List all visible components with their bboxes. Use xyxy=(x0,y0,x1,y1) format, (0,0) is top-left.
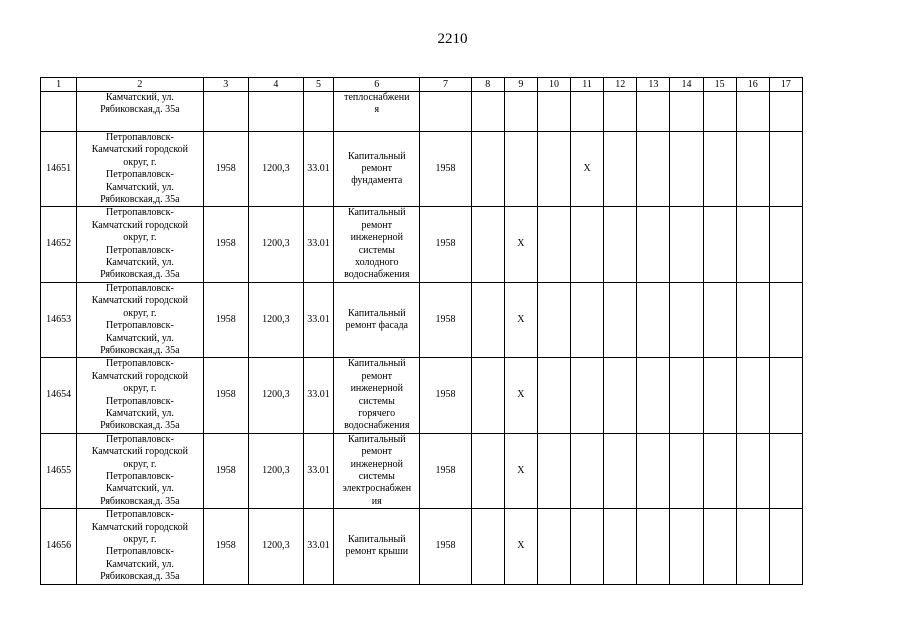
cell-address: Камчатский, ул. Рябиковская,д. 35а xyxy=(77,92,203,132)
cell-mark xyxy=(769,358,802,433)
column-header: 1 xyxy=(41,78,77,92)
cell-mark xyxy=(736,509,769,584)
cell-work: Капитальный ремонт инженерной системы электроснабжен ия xyxy=(334,433,420,508)
cell-year: 1958 xyxy=(420,433,471,508)
cell-mark xyxy=(471,132,504,207)
cell-mark xyxy=(769,207,802,282)
cell-area: 1200,3 xyxy=(248,358,303,433)
cell-mark xyxy=(703,92,736,132)
cell-mark xyxy=(703,509,736,584)
cell-area: 1200,3 xyxy=(248,132,303,207)
cell-address: Петропавловск- Камчатский городской округ, г. Петропавловск- Камчатский, ул. Рябиковская,д. 35а xyxy=(77,282,203,357)
cell-mark xyxy=(703,282,736,357)
cell-mark xyxy=(769,92,802,132)
cell-mark: X xyxy=(504,433,537,508)
cell-work: Капитальный ремонт крыши xyxy=(334,509,420,584)
cell-mark xyxy=(637,132,670,207)
cell-code: 33.01 xyxy=(304,509,334,584)
column-header: 3 xyxy=(203,78,248,92)
cell-year-built: 1958 xyxy=(203,433,248,508)
table-row xyxy=(41,433,803,508)
cell-mark xyxy=(537,92,570,132)
cell-mark xyxy=(537,282,570,357)
cell-id xyxy=(41,92,77,132)
cell-mark xyxy=(670,433,703,508)
cell-mark xyxy=(637,282,670,357)
cell-mark xyxy=(471,509,504,584)
cell-mark xyxy=(571,433,604,508)
cell-id: 14654 xyxy=(41,358,77,433)
cell-mark xyxy=(637,433,670,508)
cell-mark xyxy=(670,132,703,207)
cell-code: 33.01 xyxy=(304,207,334,282)
cell-mark xyxy=(703,132,736,207)
continued-row xyxy=(41,92,803,132)
cell-address: Петропавловск- Камчатский городской округ, г. Петропавловск- Камчатский, ул. Рябиковская,д. 35а xyxy=(77,207,203,282)
cell-mark xyxy=(537,132,570,207)
cell-work: Капитальный ремонт инженерной системы холодного водоснабжения xyxy=(334,207,420,282)
cell-mark: X xyxy=(504,509,537,584)
cell-mark: X xyxy=(504,207,537,282)
cell-year: 1958 xyxy=(420,132,471,207)
cell-id: 14655 xyxy=(41,433,77,508)
column-header: 13 xyxy=(637,78,670,92)
cell-mark xyxy=(703,358,736,433)
cell-mark xyxy=(637,358,670,433)
cell-mark xyxy=(604,132,637,207)
table-row xyxy=(41,132,803,207)
cell-year-built: 1958 xyxy=(203,509,248,584)
cell-mark xyxy=(769,509,802,584)
cell-mark xyxy=(769,282,802,357)
cell-mark: X xyxy=(571,132,604,207)
column-header: 8 xyxy=(471,78,504,92)
cell-address: Петропавловск- Камчатский городской округ, г. Петропавловск- Камчатский, ул. Рябиковская,д. 35а xyxy=(77,358,203,433)
cell-code: 33.01 xyxy=(304,282,334,357)
column-header: 6 xyxy=(334,78,420,92)
cell-area: 1200,3 xyxy=(248,207,303,282)
cell-mark xyxy=(736,207,769,282)
cell-code xyxy=(304,92,334,132)
table-row xyxy=(41,358,803,433)
column-header: 12 xyxy=(604,78,637,92)
cell-mark xyxy=(471,282,504,357)
cell-mark xyxy=(537,358,570,433)
cell-code: 33.01 xyxy=(304,132,334,207)
cell-id: 14651 xyxy=(41,132,77,207)
column-header: 7 xyxy=(420,78,471,92)
cell-mark xyxy=(736,433,769,508)
cell-year: 1958 xyxy=(420,509,471,584)
cell-mark xyxy=(471,92,504,132)
cell-mark xyxy=(703,207,736,282)
cell-mark xyxy=(637,92,670,132)
cell-address: Петропавловск- Камчатский городской округ, г. Петропавловск- Камчатский, ул. Рябиковская,д. 35а xyxy=(77,509,203,584)
cell-mark xyxy=(571,92,604,132)
cell-mark xyxy=(504,132,537,207)
cell-work: Капитальный ремонт фасада xyxy=(334,282,420,357)
cell-mark xyxy=(670,92,703,132)
cell-mark xyxy=(736,132,769,207)
cell-mark xyxy=(604,282,637,357)
cell-year: 1958 xyxy=(420,358,471,433)
cell-year xyxy=(420,92,471,132)
repair-register-table xyxy=(40,77,803,585)
cell-work: Капитальный ремонт инженерной системы горячего водоснабжения xyxy=(334,358,420,433)
cell-mark xyxy=(604,358,637,433)
column-header: 10 xyxy=(537,78,570,92)
cell-address: Петропавловск- Камчатский городской округ, г. Петропавловск- Камчатский, ул. Рябиковская,д. 35а xyxy=(77,433,203,508)
cell-mark xyxy=(604,207,637,282)
cell-area: 1200,3 xyxy=(248,509,303,584)
cell-mark xyxy=(537,207,570,282)
cell-year: 1958 xyxy=(420,282,471,357)
column-header: 17 xyxy=(769,78,802,92)
column-header: 5 xyxy=(304,78,334,92)
column-number-row xyxy=(41,78,803,92)
cell-mark xyxy=(736,92,769,132)
cell-area xyxy=(248,92,303,132)
cell-area: 1200,3 xyxy=(248,433,303,508)
cell-mark xyxy=(471,433,504,508)
column-header: 9 xyxy=(504,78,537,92)
cell-code: 33.01 xyxy=(304,433,334,508)
cell-work: теплоснабжени я xyxy=(334,92,420,132)
cell-year: 1958 xyxy=(420,207,471,282)
cell-mark: X xyxy=(504,358,537,433)
table-row xyxy=(41,509,803,584)
cell-mark xyxy=(670,207,703,282)
cell-mark xyxy=(571,207,604,282)
column-header: 4 xyxy=(248,78,303,92)
cell-mark xyxy=(571,282,604,357)
cell-id: 14656 xyxy=(41,509,77,584)
column-header: 11 xyxy=(571,78,604,92)
cell-mark xyxy=(637,207,670,282)
cell-year-built: 1958 xyxy=(203,282,248,357)
column-header: 14 xyxy=(670,78,703,92)
cell-mark xyxy=(537,433,570,508)
cell-mark xyxy=(604,509,637,584)
cell-mark xyxy=(504,92,537,132)
cell-mark xyxy=(537,509,570,584)
cell-year-built: 1958 xyxy=(203,132,248,207)
cell-mark xyxy=(571,358,604,433)
cell-mark xyxy=(471,358,504,433)
column-header: 16 xyxy=(736,78,769,92)
cell-mark xyxy=(670,282,703,357)
cell-year-built xyxy=(203,92,248,132)
cell-mark xyxy=(604,433,637,508)
cell-mark: X xyxy=(504,282,537,357)
table-row xyxy=(41,207,803,282)
column-header: 2 xyxy=(77,78,203,92)
cell-address: Петропавловск- Камчатский городской округ, г. Петропавловск- Камчатский, ул. Рябиковская,д. 35а xyxy=(77,132,203,207)
cell-mark xyxy=(670,509,703,584)
cell-year-built: 1958 xyxy=(203,207,248,282)
cell-area: 1200,3 xyxy=(248,282,303,357)
cell-mark xyxy=(571,509,604,584)
cell-mark xyxy=(736,282,769,357)
table-row xyxy=(41,282,803,357)
cell-id: 14652 xyxy=(41,207,77,282)
cell-mark xyxy=(769,433,802,508)
cell-year-built: 1958 xyxy=(203,358,248,433)
cell-mark xyxy=(471,207,504,282)
cell-code: 33.01 xyxy=(304,358,334,433)
cell-id: 14653 xyxy=(41,282,77,357)
page-number: 2210 xyxy=(437,31,468,47)
cell-mark xyxy=(703,433,736,508)
cell-work: Капитальный ремонт фундамента xyxy=(334,132,420,207)
cell-mark xyxy=(769,132,802,207)
cell-mark xyxy=(604,92,637,132)
cell-mark xyxy=(736,358,769,433)
cell-mark xyxy=(637,509,670,584)
cell-mark xyxy=(670,358,703,433)
column-header: 15 xyxy=(703,78,736,92)
